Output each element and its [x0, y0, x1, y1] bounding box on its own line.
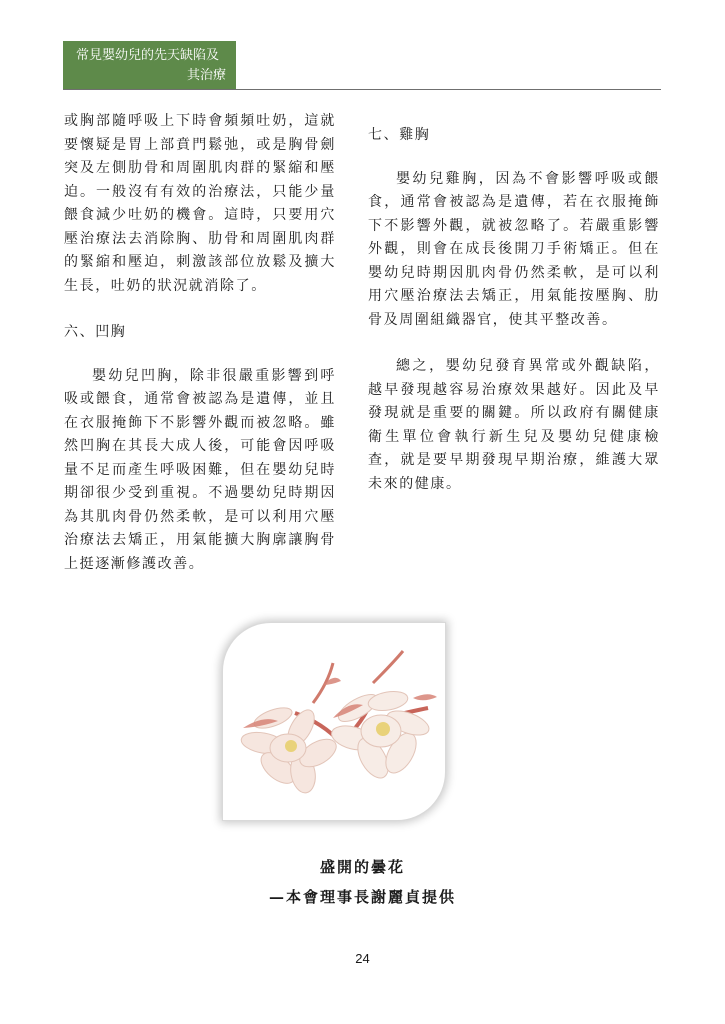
conclusion-paragraph: 總之，嬰幼兒發育異常或外觀缺陷，越早發現越容易治療效果越好。因此及早發現就是重要的關鍵。所以政府有關健康衛生單位會執行新生兒及嬰幼兒健康檢查，就是要早期發現早期治療，維護大眾未來的健康。	[368, 358, 660, 492]
page-number: 24	[355, 951, 370, 966]
header-tab	[63, 41, 236, 89]
left-column	[64, 110, 336, 576]
right-column	[368, 124, 660, 496]
header-title-line2: 其治療	[186, 68, 226, 83]
section-7-paragraph: 嬰幼兒雞胸，因為不會影響呼吸或餵食，通常會被認為是遺傳，若在衣服掩飾下不影響外觀，就被忽略了。若嚴重影響外觀，則會在成長後開刀手術矯正。但在嬰幼兒時期因肌肉骨仍然柔軟，是可以利用穴壓治療法去矯正，用氣能按壓胸、肋骨及周圍組織器官，使其平整改善。	[368, 170, 660, 328]
intro-paragraph: 或胸部隨呼吸上下時會頻頻吐奶，這就要懷疑是胃上部賁門鬆弛，或是胸骨劍突及左側肋骨和周圍肌肉群的緊縮和壓迫。一般沒有有效的治療法，只能少量餵食減少吐奶的機會。這時，只要用穴壓治療法去消除胸、肋骨和周圍肌肉群的緊縮和壓迫，刺激該部位放鬆及擴大生長，吐奶的狀況就消除了。	[64, 113, 336, 294]
flower-illustration	[223, 623, 445, 820]
section-7-heading: 七、雞胸	[368, 127, 431, 143]
flower-photo	[223, 623, 445, 820]
section-6-paragraph: 嬰幼兒凹胸，除非很嚴重影響到呼吸或餵食，通常會被認為是遺傳，並且在衣服掩飾下不影響外觀而被忽略。雖然凹胸在其長大成人後，可能會因呼吸量不足而產生呼吸困難，但在嬰幼兒時期卻很少受到重視。不過嬰幼兒時期因為其肌肉骨仍然柔軟，是可以利用穴壓治療法去矯正，用氣能擴大胸廓讓胸骨上挺逐漸修護改善。	[64, 367, 336, 572]
header-title-line1: 常見嬰幼兒的先天缺陷及	[75, 48, 219, 63]
photo-caption-title: 盛開的曇花	[319, 858, 405, 876]
photo-caption-credit: —本會理事長謝麗貞提供	[268, 888, 456, 906]
header-divider	[63, 89, 661, 90]
section-6-heading: 六、凹胸	[64, 324, 127, 340]
